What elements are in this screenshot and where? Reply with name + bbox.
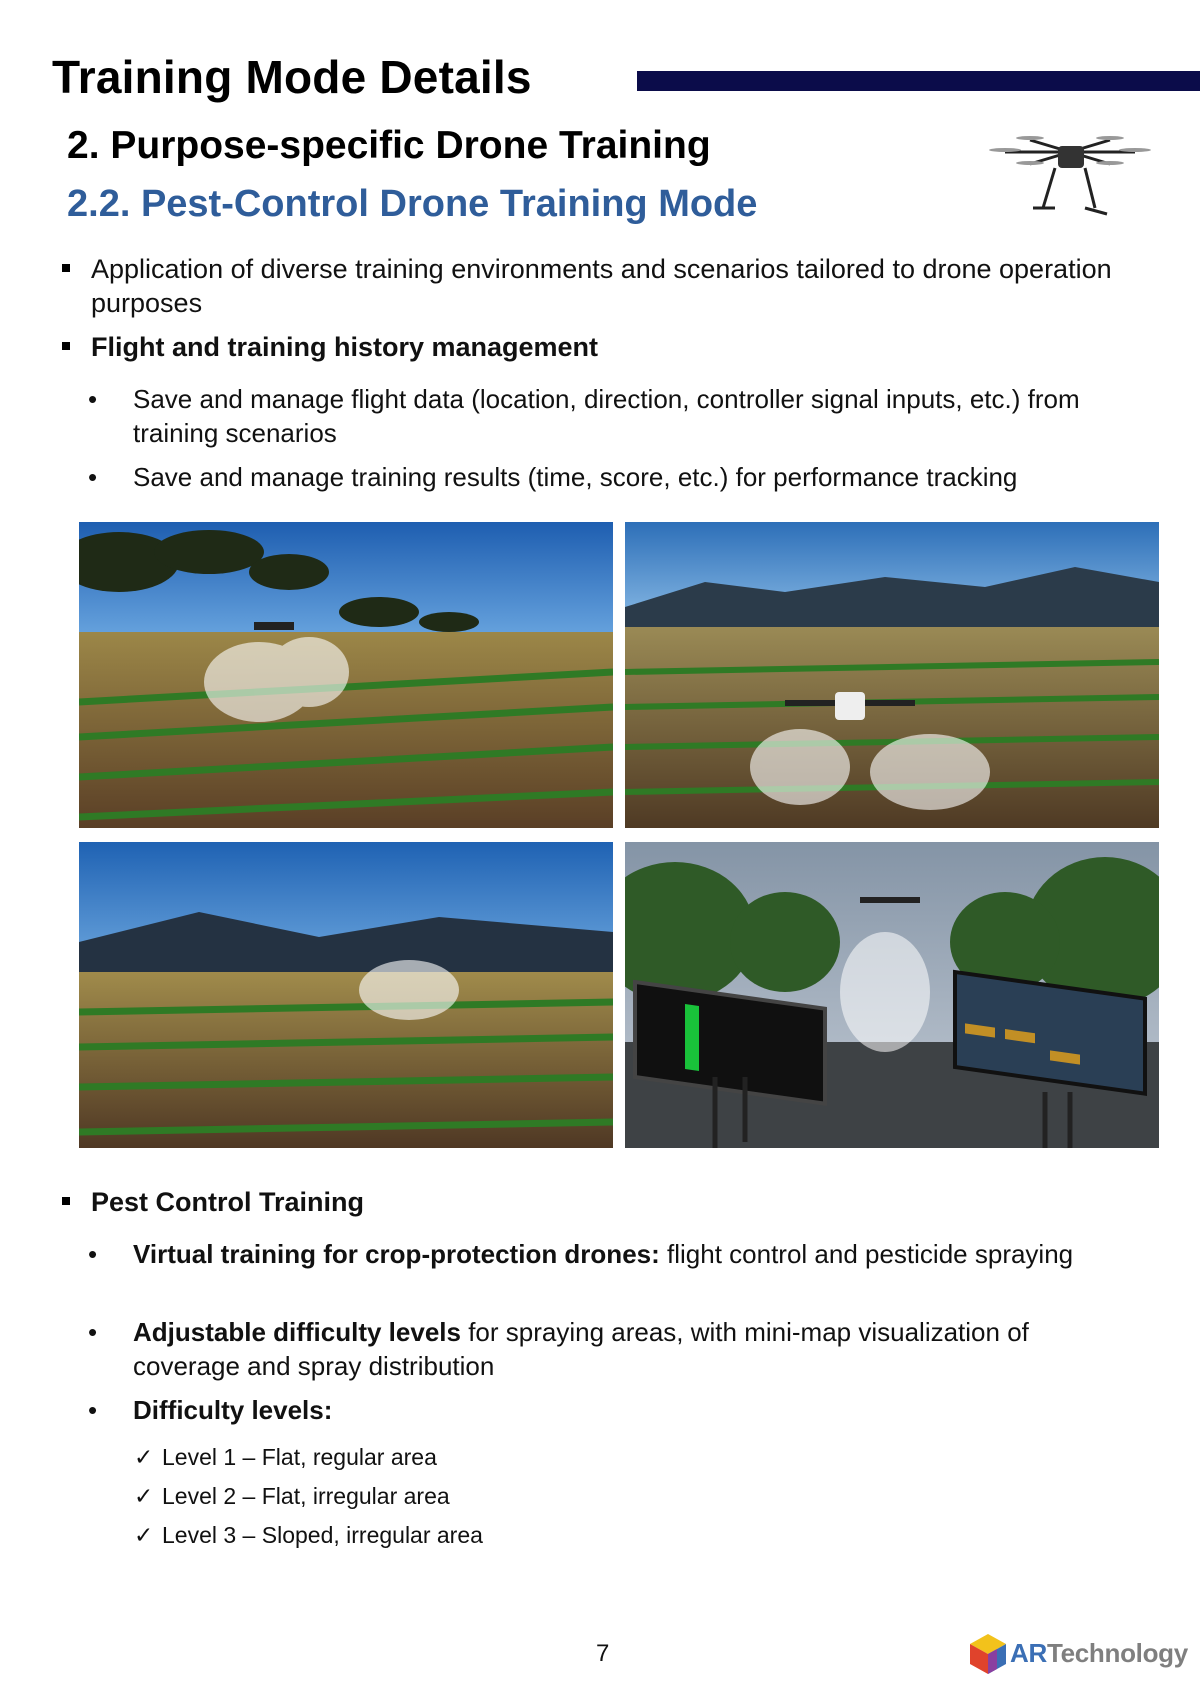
bullet-pest-control: Pest Control Training (62, 1185, 364, 1219)
sub-bullet-adjustable-difficulty: • Adjustable difficulty levels for spraying areas, with mini-map visualization of coverage and spray distribution (88, 1317, 1029, 1381)
bullet-training-environments: Application of diverse training environments and scenarios tailored to drone operation purposes (62, 252, 1172, 320)
drone-icon (985, 128, 1155, 220)
photo-drone-spraying-field-2 (625, 522, 1159, 828)
sub-bullet-flight-data: • Save and manage flight data (location, direction, controller signal inputs, etc.) from training scenarios (88, 384, 1080, 448)
page-number: 7 (596, 1640, 610, 1667)
level-item: ✓ Level 1 – Flat, regular area (134, 1444, 437, 1470)
photo-drone-spraying-field-3 (79, 842, 613, 1148)
sub-bullet-virtual-training: • Virtual training for crop-protection drones: flight control and pesticide spraying (88, 1239, 1074, 1269)
checkmark-icon: ✓ (134, 1522, 154, 1548)
square-bullet-icon (62, 342, 70, 350)
photo-drone-spraying-field-1 (79, 522, 613, 828)
dot-bullet-icon: • (88, 462, 98, 492)
photo-orchard-spraying-ui (625, 842, 1159, 1148)
section-title: 2. Purpose-specific Drone Training (67, 124, 711, 167)
dot-bullet-icon: • (88, 384, 98, 414)
level-item: ✓ Level 3 – Sloped, irregular area (134, 1522, 483, 1548)
page-title: Training Mode Details (52, 51, 532, 103)
subsection-title: 2.2. Pest-Control Drone Training Mode (67, 183, 758, 225)
bullet-history-management: Flight and training history management (62, 330, 598, 364)
checkmark-icon: ✓ (134, 1444, 154, 1470)
square-bullet-icon (62, 264, 70, 272)
dot-bullet-icon: • (88, 1317, 98, 1347)
checkmark-icon: ✓ (134, 1483, 154, 1509)
title-accent-bar (637, 71, 1200, 91)
artechnology-logo-icon (970, 1634, 1006, 1674)
square-bullet-icon (62, 1197, 70, 1205)
sub-bullet-training-results: • Save and manage training results (time, score, etc.) for performance tracking (88, 462, 1018, 492)
level-item: ✓ Level 2 – Flat, irregular area (134, 1483, 450, 1509)
sub-bullet-difficulty-levels: • Difficulty levels: (88, 1395, 333, 1425)
dot-bullet-icon: • (88, 1239, 98, 1269)
brand-name: ARTechnology (1010, 1638, 1188, 1668)
dot-bullet-icon: • (88, 1395, 98, 1425)
